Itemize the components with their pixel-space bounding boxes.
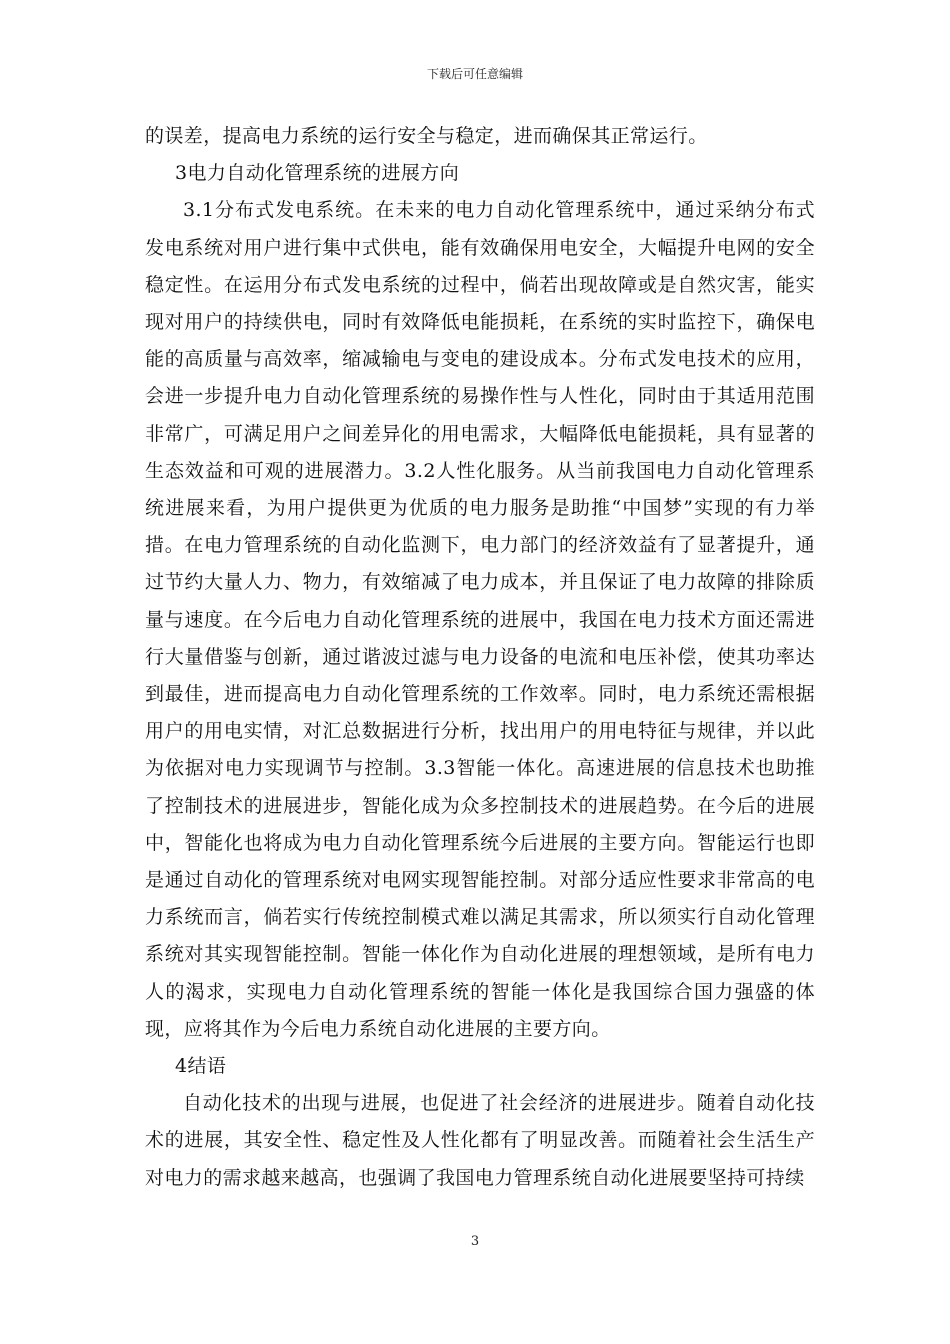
paragraph-section-3: 3.1分布式发电系统。在未来的电力自动化管理系统中，通过采纳分布式发电系统对用户进行集中式供电，能有效确保用电安全，大幅提升电网的安全稳定性。在运用分布式发电系统的过程中，倘若出现故障或是自然灾害，能实现对用户的持续供电，同时有效降低电能损耗，在系统的实时监控下，确保电能的高质量与高效率，缩减输电与变电的建设成本。分布式发电技术的应用，会进一步提升电力自动化管理系统的易操作性与人性化，同时由于其适用范围非常广，可满足用户之间差异化的用电需求，大幅降低电能损耗，具有显著的生态效益和可观的进展潜力。3.2人性化服务。从当前我国电力自动化管理系统进展来看，为用户提供更为优质的电力服务是助推“中国梦”实现的有力举措。在电力管理系统的自动化监测下，电力部门的经济效益有了显著提升，通过节约大量人力、物力，有效缩减了电力成本，并且保证了电力故障的排除质量与速度。在今后电力自动化管理系统的进展中，我国在电力技术方面还需进行大量借鉴与创新，通过谐波过滤与电力设备的电流和电压补偿，使其功率达到最佳，进而提高电力自动化管理系统的工作效率。同时，电力系统还需根据用户的用电实情，对汇总数据进行分析，找出用户的用电特征与规律，并以此为依据对电力实现调节与控制。3.3智能一体化。高速进展的信息技术也助推了控制技术的进展进步，智能化成为众多控制技术的进展趋势。在今后的进展中，智能化也将成为电力自动化管理系统今后进展的主要方向。智能运行也即是通过自动化的管理系统对电网实现智能控制。对部分适应性要求非常高的电力系统而言，倘若实行传统控制模式难以满足其需求，所以须实行自动化管理系统对其实现智能控制。智能一体化作为自动化进展的理想领域，是所有电力人的渴求，实现电力自动化管理系统的智能一体化是我国综合国力强盛的体现，应将其作为今后电力系统自动化进展的主要方向。 xyxy=(145,199,815,1040)
document-body xyxy=(145,118,815,1197)
page-number: 3 xyxy=(470,1234,480,1249)
paragraph-conclusion: 自动化技术的出现与进展，也促进了社会经济的进展进步。随着自动化技术的进展，其安全性、稳定性及人性化都有了明显改善。而随着社会生活生产对电力的需求越来越高，也强调了我国电力管理系统自动化进展要坚持可持续 xyxy=(145,1092,815,1189)
page-header: 下载后可任意编辑 xyxy=(426,67,523,81)
section-heading-4: 4结语 xyxy=(175,1055,227,1078)
section-heading-3: 3电力自动化管理系统的进展方向 xyxy=(175,162,460,185)
paragraph-continued: 的误差，提高电力系统的运行安全与稳定，进而确保其正常运行。 xyxy=(145,125,708,147)
